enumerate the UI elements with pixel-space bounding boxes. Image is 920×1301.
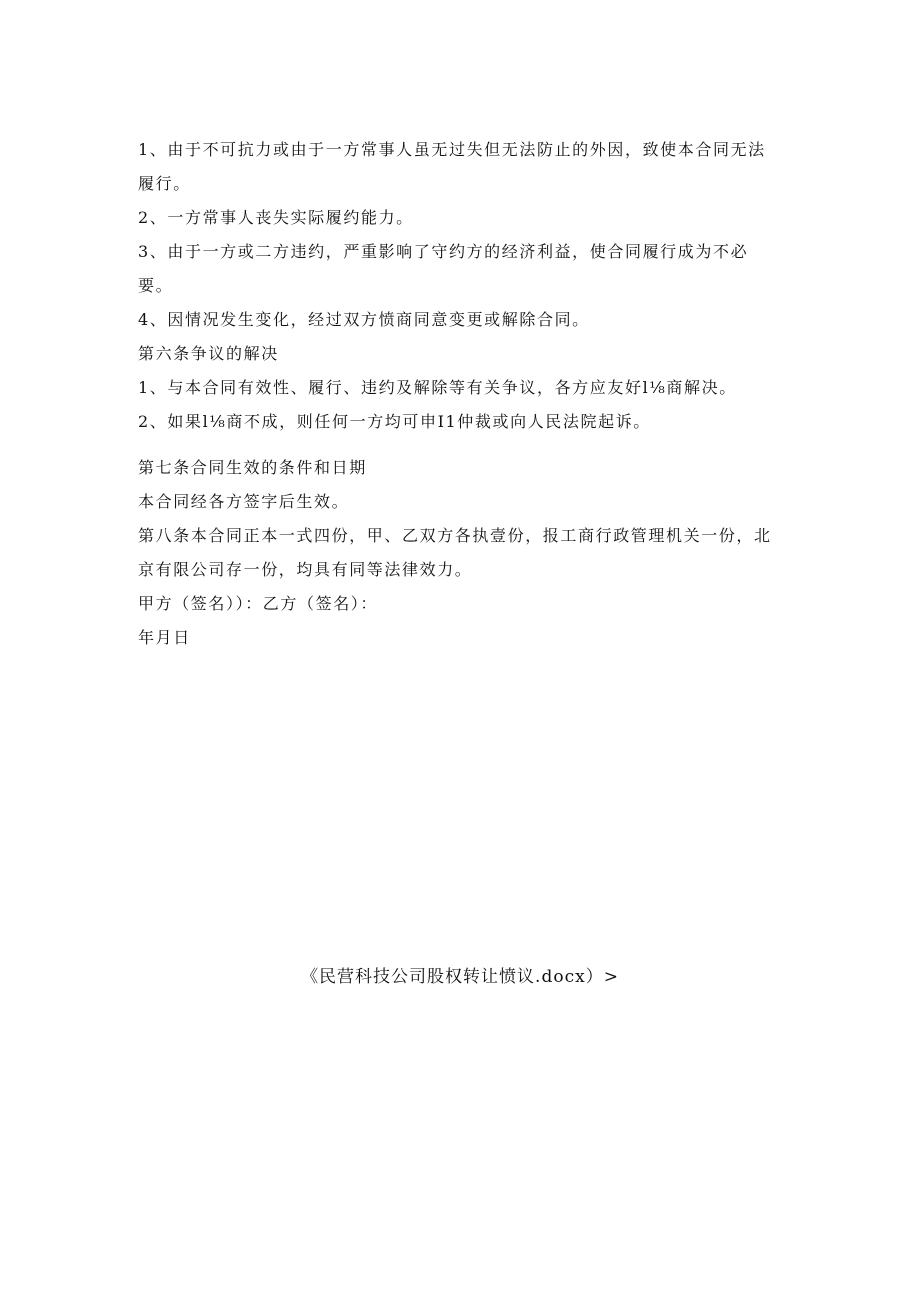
article-7-heading: 第七条合同生效的条件和日期	[138, 458, 367, 477]
date-line: 年月日	[138, 628, 191, 647]
clause-item-3: 3、由于一方或二方违约，严重影响了守约方的经济利益，使合同履行成为不必要。	[138, 242, 749, 295]
clause-item-1: 1、由于不可抗力或由于一方常事人虽无过失但无法防止的外因，致使本合同无法履行。	[138, 140, 766, 193]
effective-clause: 本合同经各方签字后生效。	[138, 492, 350, 511]
article-6-heading: 第六条争议的解决	[138, 344, 279, 363]
document-footer: 《民营科技公司股权转让愤议.docx）>	[301, 967, 619, 987]
dispute-item-1: 1、与本合同有效性、履行、违约及解除等有关争议，各方应友好l⅛商解决。	[138, 378, 737, 397]
clause-item-4: 4、因情况发生变化，经过双方愤商同意变更或解除合同。	[138, 310, 590, 329]
dispute-item-2: 2、如果l⅛商不成，则任何一方均可申I1仲裁或向人民法院起诉。	[138, 412, 651, 431]
article-8-clause: 第八条本合同正本一式四份，甲、乙双方各执壹份，报工商行政管理机关一份，北京有限公司存一份，均具有同等法律效力。	[138, 526, 772, 579]
document-body	[138, 133, 778, 655]
clause-item-2: 2、一方常事人丧失实际履约能力。	[138, 208, 414, 227]
paragraph-gap	[138, 439, 778, 451]
signature-line: 甲方（签名））：乙方（签名）：	[138, 594, 379, 613]
